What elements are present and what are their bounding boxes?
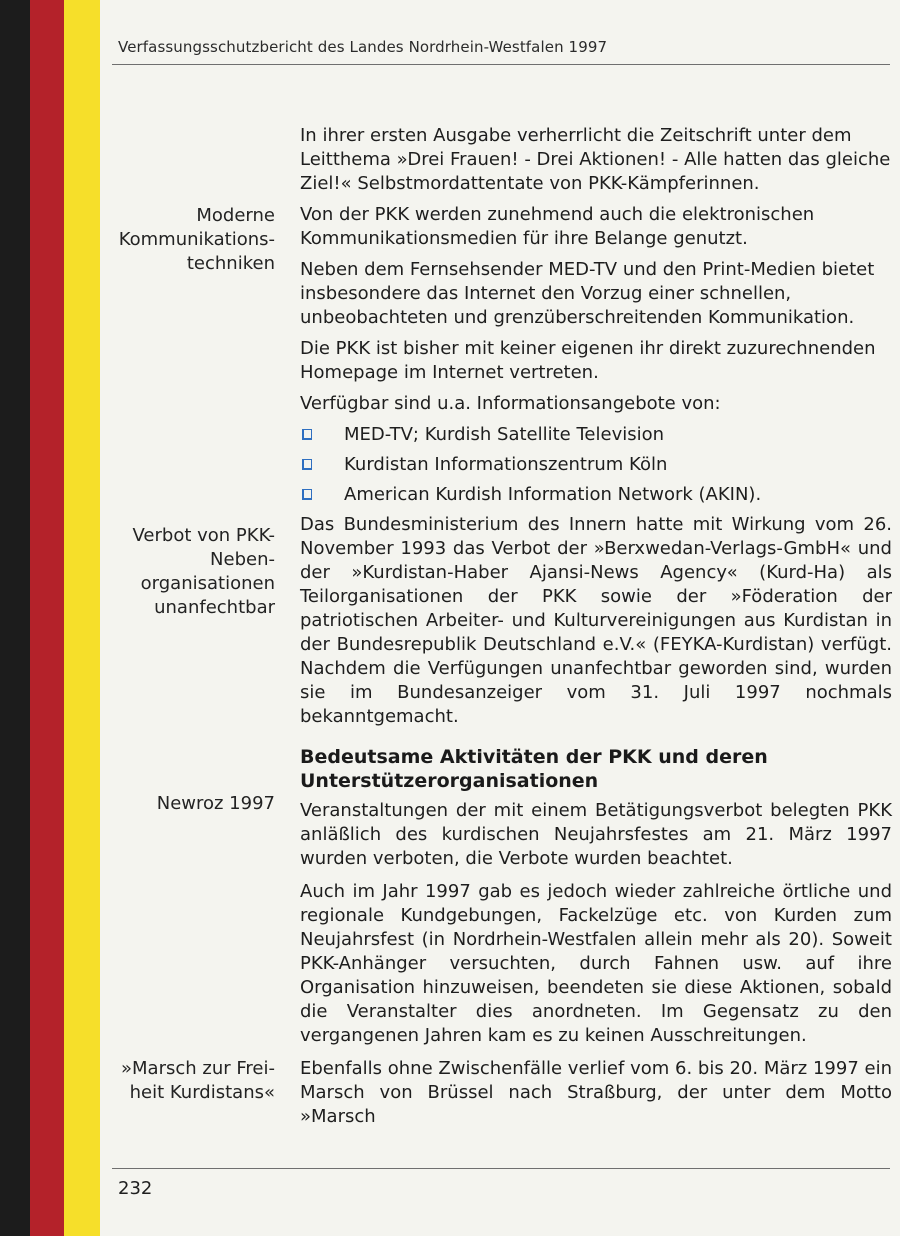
margin-note-marsch: »Marsch zur Frei-heit Kurdistans« <box>121 1058 275 1103</box>
flag-stripe-gold <box>64 0 100 1236</box>
margin-note-newroz: Newroz 1997 <box>156 793 275 814</box>
margin-note-verbot: Verbot von PKK-Neben-organisationen unanfechtbar <box>132 525 275 618</box>
paragraph-verbot: Das Bundesministerium des Innern hatte mit Wirkung vom 26. November 1993 das Verbot der »Berxwedan-Verlags-GmbH« und der »Kurdistan-Haber Ajansi-News Agency« (Kurd-Ha) als Teilorganisationen der PKK sowie der »Föderation der patriotischen Arbeiter- und Kulturvereinigungen aus Kurdistan in der Bundesrepublik Deutschland e.V.« (FEYKA-Kurdistan) verfügt. Nachdem die Verfügungen unanfechtbar geworden sind, wurden sie im Bundesanzeiger vom 31. Juli 1997 nochmals bekanntgemacht. <box>300 514 892 727</box>
flag-stripe-red <box>30 0 64 1236</box>
paragraph-kommunikationsmedien: Von der PKK werden zunehmend auch die elektronischen Kommunikationsmedien für ihre Belange genutzt. <box>300 204 815 249</box>
checkbox-bullet-icon <box>302 489 312 500</box>
paragraph-kundgebungen: Auch im Jahr 1997 gab es jedoch wieder zahlreiche örtliche und regionale Kundgebungen, Fackelzüge etc. von Kurden zum Neujahrsfest (in Nordrhein-Westfalen allein mehr als 20). Soweit PKK-Anhänger versuchten, durch Fahnen usw. auf ihre Organisation hinzuweisen, beendeten sie diese Aktionen, sobald die Veranstalter dies anordneten. Im Gegensatz zu den vergangenen Jahren kam es zu keinen Ausschreitungen. <box>300 881 892 1046</box>
checkbox-bullet-icon <box>302 459 312 470</box>
list-item <box>300 483 892 507</box>
list-item <box>300 423 892 447</box>
header-rule <box>112 64 890 65</box>
list-item <box>300 453 892 477</box>
list-item-label: American Kurdish Information Network (AKIN). <box>344 484 762 505</box>
page-number: 232 <box>118 1178 153 1199</box>
bullet-list <box>300 423 892 507</box>
paragraph-internet: Neben dem Fernsehsender MED-TV und den Print-Medien bietet insbesondere das Internet den Vorzug einer schnellen, unbeobachteten und grenzüberschreitenden Kommunikation. <box>300 259 875 328</box>
paragraph-angebote: Verfügbar sind u.a. Informationsangebote von: <box>300 393 721 414</box>
flag-stripe-black <box>0 0 30 1236</box>
footer-rule <box>112 1168 890 1169</box>
paragraph-newroz: Veranstaltungen der mit einem Betätigungsverbot belegten PKK anläßlich des kurdischen Neujahrsfestes am 21. März 1997 wurden verboten, die Verbote wurden beachtet. <box>300 800 892 869</box>
checkbox-bullet-icon <box>302 429 312 440</box>
section-heading: Bedeutsame Aktivitäten der PKK und deren Unterstützerorganisationen <box>300 746 768 792</box>
running-header: Verfassungsschutzbericht des Landes Nordrhein-Westfalen 1997 <box>118 38 608 56</box>
margin-note-kommunikation: Moderne Kommunikations-techniken <box>118 205 275 274</box>
paragraph-zeitschrift: In ihrer ersten Ausgabe verherrlicht die Zeitschrift unter dem Leitthema »Drei Frauen! - Drei Aktionen! - Alle hatten das gleiche Ziel!« Selbstmordattentate von PKK-Kämpferinnen. <box>300 125 891 194</box>
list-item-label: MED-TV; Kurdish Satellite Television <box>344 424 665 445</box>
paragraph-homepage: Die PKK ist bisher mit keiner eigenen ihr direkt zuzurechnenden Homepage im Internet vertreten. <box>300 338 876 383</box>
body-text <box>300 124 892 1138</box>
paragraph-marsch: Ebenfalls ohne Zwischenfälle verlief vom 6. bis 20. März 1997 ein Marsch von Brüssel nach Straßburg, der unter dem Motto »Marsch <box>300 1058 892 1127</box>
list-item-label: Kurdistan Informationszentrum Köln <box>344 454 668 475</box>
